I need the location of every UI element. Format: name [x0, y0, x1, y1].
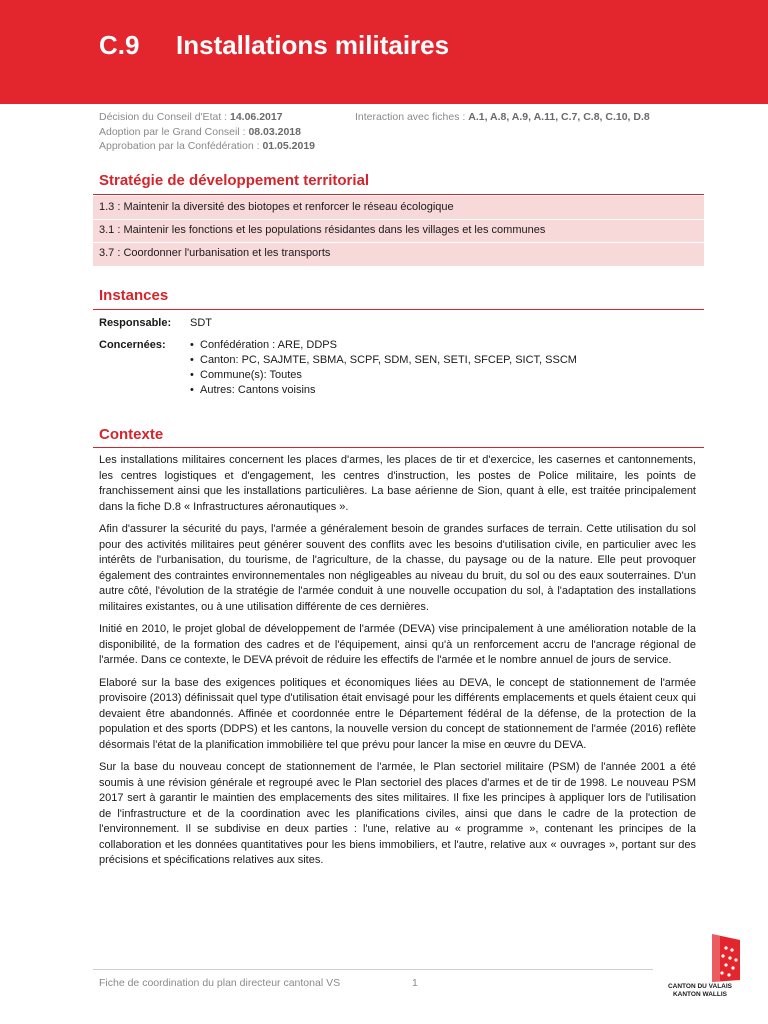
paragraph: Afin d'assurer la sécurité du pays, l'armée a généralement besoin de grandes surfaces de terrain. Cette utilisation du sol pour des activités militaires peut générer souvent des conflits avec les besoins d'utilisation civile, en particulier avec les intérêts de l'urbanisation, du tourisme, de l'agriculture, de la chasse, du paysage ou de la nature. Elle peut provoquer également des contraintes environnementales non négligeables au niveau du bruit, du sol ou des eaux souterraines. D'un autre côté, l'évolution de la stratégie de l'armée conduit à une nouvelle occupation du sol, à l'adaptation des installations militaires existantes, ou à une utilisation différente de ces dernières.	[99, 523, 696, 613]
approbation-date: 01.05.2019	[262, 140, 316, 152]
decision-date: 14.06.2017	[230, 111, 283, 123]
concernees-list	[190, 338, 577, 398]
footer-rule	[93, 969, 653, 970]
strategie-divider	[93, 242, 704, 243]
interaction-sheets: A.1, A.8, A.9, A.11, C.7, C.8, C.10, D.8	[468, 111, 650, 123]
page-title: Installations militaires	[176, 30, 450, 60]
concernees-label: Concernées:	[99, 339, 166, 351]
strategie-item: 1.3 : Maintenir la diversité des biotopes et renforcer le réseau écologique	[99, 201, 454, 213]
list-item: • Confédération : ARE, DDPS	[190, 338, 577, 353]
paragraph: Sur la base du nouveau concept de stationnement de l'armée, le Plan sectoriel militaire (PSM) de l'année 2001 a été soumis à une révision générale et regroupé avec le Plan sectoriel des places d'armes et de tir de 1998. Le nouveau PSM 2017 sert à garantir le maintien des emplacements des sites militaires. Il fixe les principes à appliquer lors de l'utilisation de l'infrastructure et de la coordination avec les planifications civiles, ainsi que dans le cadre de la protection de l'environnement. Il se subdivise en deux parties : l'une, relative au « programme », contenant les principes de la collaboration et les données quantitatives pour les biens immobiliers, et l'autre, relative aux « ouvrages », portant sur des précisions et spécifications relatives aux sites.	[99, 761, 696, 866]
page-number: 1	[412, 977, 418, 989]
header-banner	[0, 0, 768, 104]
list-item: • Commune(s): Toutes	[190, 368, 577, 383]
strategie-title: Stratégie de développement territorial	[99, 172, 370, 189]
adoption-line: Adoption par le Grand Conseil : 08.03.2018	[99, 125, 301, 138]
paragraph: Elaboré sur la base des exigences politiques et économiques liées au DEVA, le concept de stationnement de l'armée provisoire (2013) définissait quel type d'utilisation était envisagé pour les différents emplacements et quels étaient ceux qui devaient être abandonnés. Affinée et coordonnée entre le Département fédéral de la défense, de la protection de la population et des sports (DDPS) et les cantons, la nouvelle version du concept de stationnement de l'armée (2016) reflète désormais l'état de la planification immobilière tel que prévu pour lancer la mise en œuvre du DEVA.	[99, 676, 696, 751]
interaction-line: Interaction avec fiches : A.1, A.8, A.9, A.11, C.7, C.8, C.10, D.8	[355, 111, 650, 123]
logo-caption: CANTON DU VALAIS KANTON WALLIS	[667, 983, 733, 998]
responsable-value: SDT	[190, 317, 212, 329]
paragraph: Initié en 2010, le projet global de développement de l'armée (DEVA) vise principalement à une amélioration notable de la disponibilité, de la formation des cadres et de l'équipement, ainsi qu'à un renforcement accru de l'ancrage régional de l'armée. Dans ce contexte, le DEVA prévoit de réduire les effectifs de l'armée et le nombre annuel de jours de service.	[99, 623, 696, 666]
decision-line: Décision du Conseil d'Etat : 14.06.2017	[99, 111, 283, 123]
sheet-code: C.9	[99, 30, 140, 60]
adoption-date: 08.03.2018	[248, 125, 301, 138]
responsable-label: Responsable:	[99, 317, 172, 329]
contexte-body	[99, 453, 696, 876]
instances-rule	[93, 309, 704, 310]
list-item: • Canton: PC, SAJMTE, SBMA, SCPF, SDM, SEN, SETI, SFCEP, SICT, SSCM	[190, 353, 577, 368]
paragraph: Les installations militaires concernent les places d'armes, les places de tir et d'exercice, les casernes et cantonnements, les centres logistiques et d'engagement, les centres d'instruction, les postes de Police militaire, les points de franchissement ainsi que les installations particulières. La base aérienne de Sion, quant à elle, est traitée principalement dans la fiche D.8 « Infrastructures aéronautiques ».	[99, 454, 696, 513]
strategie-rule	[93, 194, 704, 195]
strategie-item: 3.1 : Maintenir les fonctions et les populations résidantes dans les villages et les communes	[99, 224, 546, 236]
footer-text: Fiche de coordination du plan directeur cantonal VS	[99, 977, 341, 989]
strategie-box	[93, 196, 704, 266]
approval-dates	[99, 110, 315, 154]
contexte-rule	[93, 447, 704, 448]
approbation-line: Approbation par la Confédération : 01.05.2019	[99, 140, 316, 152]
strategie-divider	[93, 219, 704, 220]
list-item: • Autres: Cantons voisins	[190, 383, 577, 398]
instances-title: Instances	[99, 287, 169, 304]
strategie-item: 3.7 : Coordonner l'urbanisation et les transports	[99, 247, 331, 259]
contexte-title: Contexte	[99, 426, 164, 443]
